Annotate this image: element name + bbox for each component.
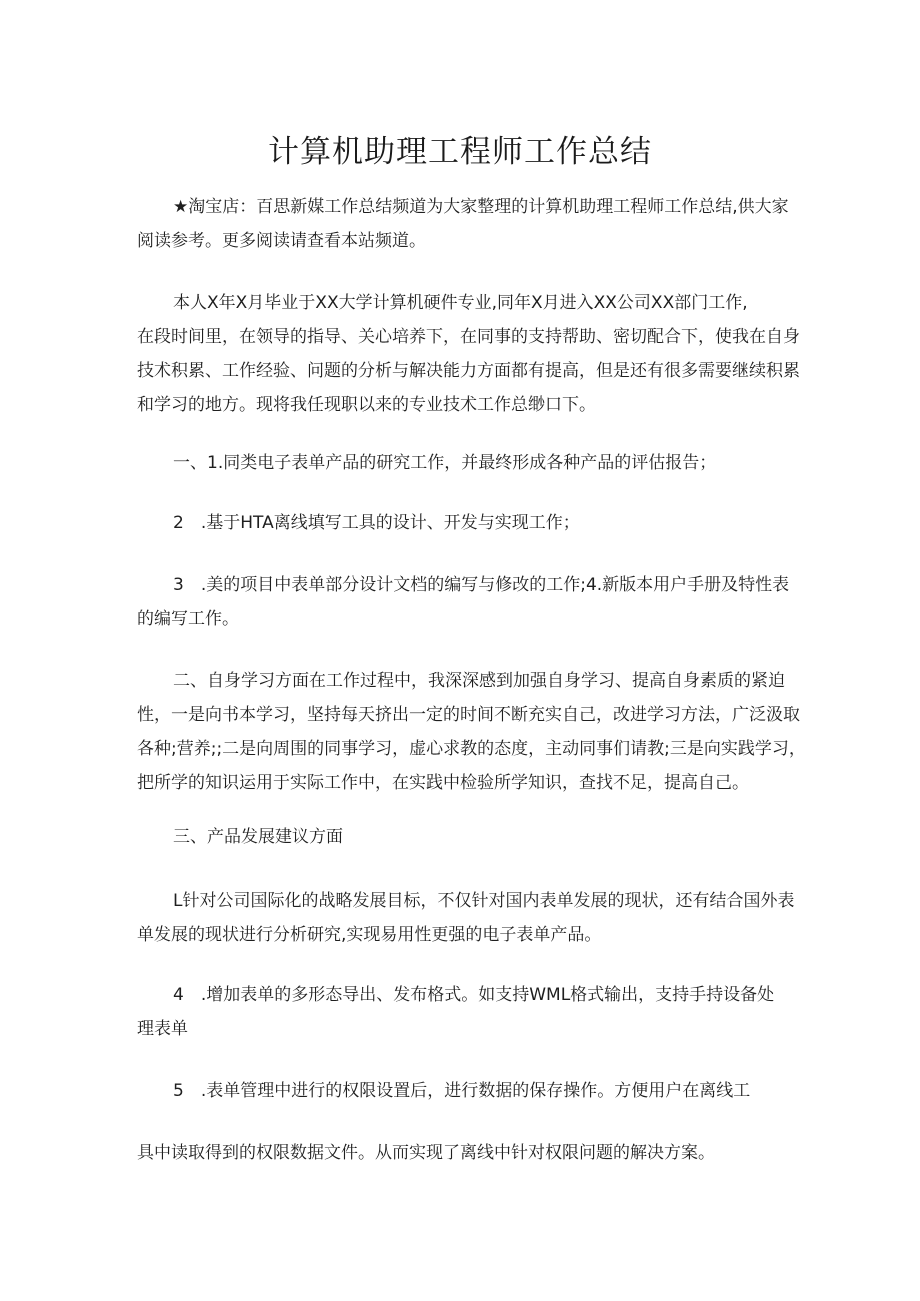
intro-line-1: ★淘宝店：百思新媒工作总结频道为大家整理的计算机助理工程师工作总结,供大家	[173, 197, 789, 217]
section-3-heading	[137, 820, 803, 854]
page-title: 计算机助理工程师工作总结	[268, 134, 652, 170]
section-3-item-5-continued	[137, 1136, 803, 1170]
s3p5-line-1: 5 .表单管理中进行的权限设置后，进行数据的保存操作。方便用户在离线工	[173, 1081, 751, 1101]
intro-line-2: 阅读参考。更多阅读请查看本站频道。	[137, 231, 426, 251]
item2-line: 2 .基于HTA离线填写工具的设计、开发与实现工作；	[173, 513, 580, 533]
section-3-item-1	[137, 884, 803, 952]
list-item-1	[137, 446, 803, 480]
p1-line-1: 本人X年X月毕业于XX大学计算机硬件专业,同年X月进入XX公司XX部门工作,	[173, 293, 748, 313]
paragraph-background	[137, 286, 803, 422]
section-3-item-5	[137, 1074, 803, 1108]
section-2-paragraph	[137, 664, 806, 800]
s3p4-line-1: 4 .增加表单的多形态导出、发布格式。如支持WML格式输出，支持手持设备处	[173, 985, 775, 1005]
item1-line: 一、1.同类电子表单产品的研究工作，并最终形成各种产品的评估报告；	[173, 453, 717, 473]
section2-line-2: 性，一是向书本学习，坚持每天挤出一定的时间不断充实自己，改进学习方法，广泛汲取	[137, 705, 800, 725]
item3-line-2: 的编写工作。	[137, 609, 239, 629]
list-item-3	[137, 568, 803, 636]
section2-line-3: 各种;营养;;二是向周围的同事学习，虚心求教的态度，主动同事们请教;三是向实践学习，	[137, 739, 806, 759]
p1-line-2: 在段时间里，在领导的指导、关心培养下，在同事的支持帮助、密切配合下，使我在自身	[137, 327, 800, 347]
p1-line-4: 和学习的地方。现将我任现职以来的专业技术工作总缈口下。	[137, 395, 596, 415]
section3-heading-text: 三、产品发展建议方面	[173, 827, 343, 847]
item3-line-1: 3 .美的项目中表单部分设计文档的编写与修改的工作;4.新版本用户手册及特性表	[173, 575, 790, 595]
intro-paragraph	[137, 190, 803, 258]
section2-line-1: 二、自身学习方面在工作过程中，我深深感到加强自身学习、提高自身素质的紧迫	[173, 671, 785, 691]
s3p1-line-1: L针对公司国际化的战略发展目标，不仅针对国内表单发展的现状，还有结合国外表	[173, 891, 795, 911]
list-item-2	[137, 506, 803, 540]
s3p5-line-2: 具中读取得到的权限数据文件。从而实现了离线中针对权限问题的解决方案。	[137, 1143, 715, 1163]
s3p4-line-2: 理表单	[137, 1019, 188, 1039]
p1-line-3: 技术积累、工作经验、问题的分析与解决能力方面都有提高，但是还有很多需要继续积累	[137, 361, 800, 381]
section-3-item-4	[137, 978, 803, 1046]
section2-line-4: 把所学的知识运用于实际工作中，在实践中检验所学知识，查找不足，提高自己。	[137, 773, 749, 793]
s3p1-line-2: 单发展的现状进行分析研究,实现易用性更强的电子表单产品。	[137, 925, 602, 945]
